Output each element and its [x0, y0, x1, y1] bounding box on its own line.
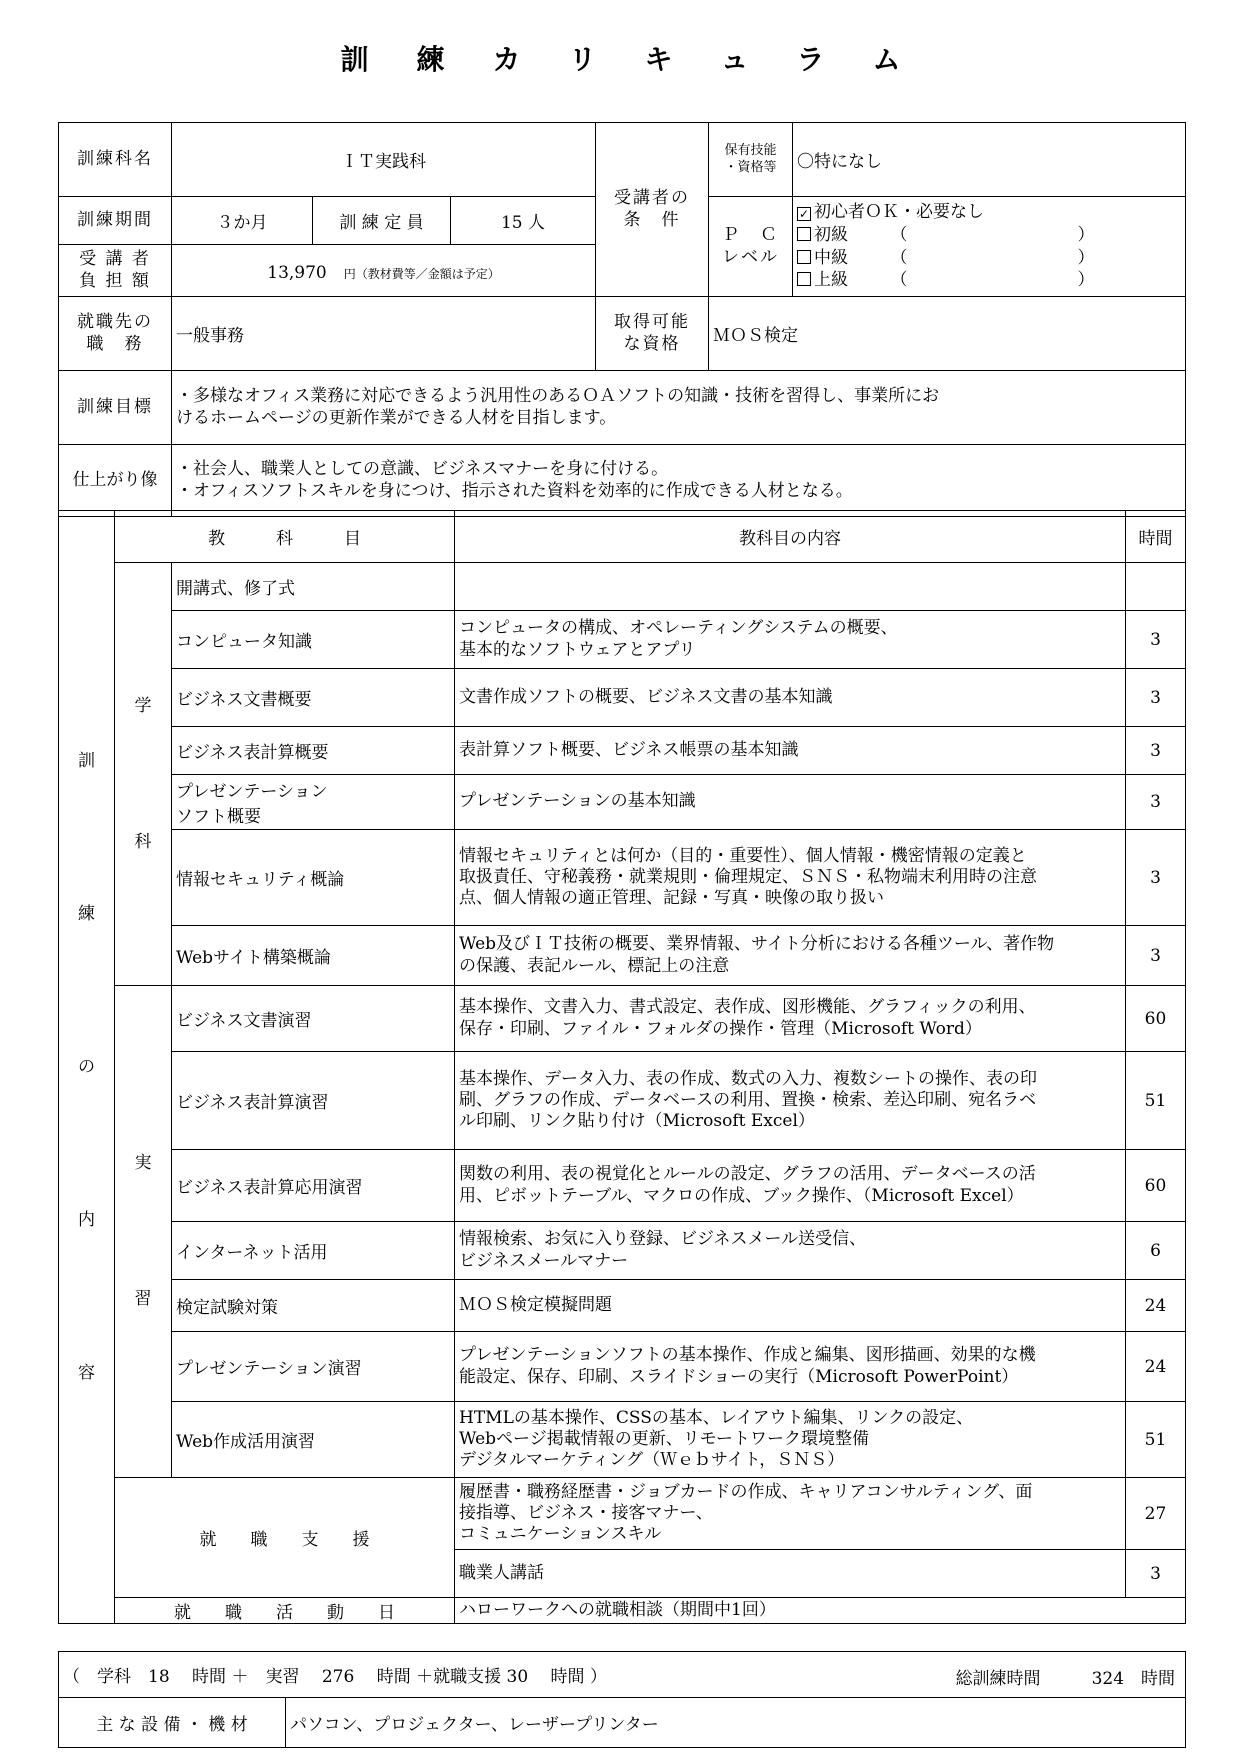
title-char: キ — [644, 43, 673, 76]
totals-breakdown: （ 学科 18 時間 ＋ 実習 276 時間 ＋就職支援 30 時間 ） — [63, 1667, 607, 1687]
job-label: 就職先の 職 務 — [59, 297, 172, 371]
title-char: ュ — [720, 43, 749, 76]
content-cell: 表計算ソフト概要、ビジネス帳票の基本知識 — [455, 727, 1126, 775]
hours-cell: 3 — [1126, 830, 1186, 926]
pc-level-option: 初級 （ ） — [797, 224, 1181, 247]
content-cell: HTMLの基本操作、CSSの基本、レイアウト編集、リンクの設定、 Webページ掲載情報の更新、リモートワーク環境整備 デジタルマーケティング（Ｗｅｂサイト，ＳＮＳ） — [455, 1402, 1126, 1478]
table-row — [59, 727, 1186, 775]
content-cell: プレゼンテーションソフトの基本操作、作成と編集、図形描画、効果的な機 能設定、保存、印刷、スライドショーの実行（Microsoft PowerPoint） — [455, 1332, 1126, 1402]
hours-cell: 60 — [1126, 986, 1186, 1052]
skills-value: 〇特になし — [793, 123, 1186, 197]
hours-cell: 51 — [1126, 1402, 1186, 1478]
checkbox-checked-icon: ✓ — [798, 206, 810, 221]
pc-level-option: 中級 （ ） — [797, 247, 1181, 270]
hours-cell: 3 — [1126, 926, 1186, 986]
content-cell — [455, 563, 1126, 611]
table-row — [59, 1478, 1186, 1550]
goal-label: 訓練目標 — [59, 371, 172, 445]
subject-cell: 開講式、修了式 — [172, 563, 455, 611]
table-row — [59, 986, 1186, 1052]
hours-cell: 60 — [1126, 1150, 1186, 1222]
subject-cell: 情報セキュリティ概論 — [172, 830, 455, 926]
activity-value: ハローワークへの就職相談（期間中1回） — [455, 1598, 1186, 1624]
content-cell: Web及びＩＴ技術の概要、業界情報、サイト分析における各種ツール、著作物 の保護、表記ルール、標記上の注意 — [455, 926, 1126, 986]
hours-cell — [1126, 563, 1186, 611]
total-hours: 総訓練時間 324 時間 — [955, 1669, 1176, 1689]
table-row — [59, 611, 1186, 669]
pc-level-label: Ｐ Ｃ レベル — [709, 197, 793, 297]
hours-cell: 51 — [1126, 1052, 1186, 1150]
table-row — [59, 1222, 1186, 1280]
image-value: ・社会人、職業人としての意識、ビジネスマナーを身に付ける。 ・オフィスソフトスキルを身につけ、指示された資料を効率的に作成できる人材となる。 — [172, 445, 1186, 517]
table-row — [59, 830, 1186, 926]
hours-cell: 24 — [1126, 1280, 1186, 1332]
checkbox-icon — [797, 272, 811, 286]
content-cell: 文書作成ソフトの概要、ビジネス文書の基本知識 — [455, 669, 1126, 727]
hours-column-header: 時間 — [1126, 511, 1186, 563]
content-cell: ＭＯＳ検定模擬問題 — [455, 1280, 1126, 1332]
table-row — [59, 1150, 1186, 1222]
content-cell: 履歴書・職務経歴書・ジョブカードの作成、キャリアコンサルティング、面 接指導、ビジネス・接客マナー、 コミュニケーションスキル — [455, 1478, 1126, 1550]
cert-value: ＭＯＳ検定 — [709, 297, 1186, 371]
skills-label: 保有技能 ・資格等 — [709, 123, 793, 197]
subject-cell: ビジネス表計算応用演習 — [172, 1150, 455, 1222]
fee-label: 受 講 者 負 担 額 — [59, 245, 172, 297]
hours-cell: 3 — [1126, 775, 1186, 830]
table-row — [59, 1052, 1186, 1150]
support-label: 就 職 支 援 — [115, 1478, 455, 1598]
subject-cell: ビジネス表計算概要 — [172, 727, 455, 775]
capacity-value: 15 人 — [451, 197, 596, 245]
content-cell: 基本操作、データ入力、表の作成、数式の入力、複数シートの操作、表の印 刷、グラフの作成、データベースの利用、置換・検索、差込印刷、宛名ラベ ル印刷、リンク貼り付け（Microsoft Excel） — [455, 1052, 1126, 1150]
title-char: 訓 — [340, 43, 369, 76]
conditions-label: 受講者の 条 件 — [596, 123, 709, 297]
page-title — [0, 38, 1241, 78]
title-char: カ — [492, 43, 521, 76]
job-value: 一般事務 — [172, 297, 596, 371]
activity-label: 就 職 活 動 日 — [115, 1598, 455, 1624]
gakka-group-label: 学 科 — [115, 563, 172, 986]
equipment-value: パソコン、プロジェクター、レーザープリンター — [286, 1698, 1186, 1748]
hours-cell: 3 — [1126, 669, 1186, 727]
table-row — [59, 775, 1186, 830]
hours-cell: 6 — [1126, 1222, 1186, 1280]
table-row — [59, 1402, 1186, 1478]
checkbox-icon — [797, 227, 811, 241]
content-cell: プレゼンテーションの基本知識 — [455, 775, 1126, 830]
totals-row — [59, 1652, 1186, 1698]
capacity-label: 訓 練 定 員 — [313, 197, 451, 245]
cert-label: 取得可能 な資格 — [596, 297, 709, 371]
table-row — [59, 1598, 1186, 1624]
hours-cell: 27 — [1126, 1478, 1186, 1550]
hours-cell: 3 — [1126, 1550, 1186, 1598]
fee-value: 13,970 円（教材費等／金額は予定） — [172, 245, 596, 297]
subject-column-header: 教 科 目 — [115, 511, 455, 563]
table-row — [59, 563, 1186, 611]
subject-cell: プレゼンテーション演習 — [172, 1332, 455, 1402]
jisshu-group-label: 実 習 — [115, 986, 172, 1478]
hours-cell: 24 — [1126, 1332, 1186, 1402]
table-row — [59, 1332, 1186, 1402]
content-cell: 職業人講話 — [455, 1550, 1126, 1598]
hours-cell: 3 — [1126, 611, 1186, 669]
pc-level-list — [793, 197, 1186, 297]
course-info-table — [58, 122, 1186, 517]
subject-cell: プレゼンテーション ソフト概要 — [172, 775, 455, 830]
course-name: ＩＴ実践科 — [172, 123, 596, 197]
goal-value: ・多様なオフィス業務に対応できるよう汎用性のあるＯＡソフトの知識・技術を習得し、事業所にお けるホームページの更新作業ができる人材を目指します。 — [172, 371, 1186, 445]
table-row — [59, 669, 1186, 727]
content-cell: 関数の利用、表の視覚化とルールの設定、グラフの活用、データベースの活 用、ピボットテーブル、マクロの作成、ブック操作、（Microsoft Excel） — [455, 1150, 1126, 1222]
totals-table — [58, 1651, 1186, 1748]
content-column-header: 教科目の内容 — [455, 511, 1126, 563]
title-char: リ — [568, 43, 597, 76]
course-name-label: 訓練科名 — [59, 123, 172, 197]
hours-cell: 3 — [1126, 727, 1186, 775]
content-cell: 基本操作、文書入力、書式設定、表作成、図形機能、グラフィックの利用、 保存・印刷、ファイル・フォルダの操作・管理（Microsoft Word） — [455, 986, 1126, 1052]
content-cell: 情報セキュリティとは何か（目的・重要性）、個人情報・機密情報の定義と 取扱責任、守秘義務・就業規則・倫理規定、ＳＮＳ・私物端末利用時の注意 点、個人情報の適正管理、記録・写真・映像の取り扱い — [455, 830, 1126, 926]
period-label: 訓練期間 — [59, 197, 172, 245]
title-char: 練 — [416, 43, 445, 76]
title-char: ム — [872, 43, 901, 76]
equipment-label: 主 な 設 備 ・ 機 材 — [59, 1698, 286, 1748]
curriculum-section-label: 訓 練 の 内 容 — [59, 511, 115, 1624]
image-label: 仕上がり像 — [59, 445, 172, 517]
subject-cell: コンピュータ知識 — [172, 611, 455, 669]
pc-level-option: ✓ 初心者ＯＫ・必要なし — [798, 201, 985, 222]
content-cell: コンピュータの構成、オペレーティングシステムの概要、 基本的なソフトウェアとアプリ — [455, 611, 1126, 669]
checkbox-icon — [797, 250, 811, 264]
table-row — [59, 926, 1186, 986]
subject-cell: Web作成活用演習 — [172, 1402, 455, 1478]
curriculum-table — [58, 510, 1186, 1624]
content-cell: 情報検索、お気に入り登録、ビジネスメール送受信、 ビジネスメールマナー — [455, 1222, 1126, 1280]
subject-cell: ビジネス文書概要 — [172, 669, 455, 727]
subject-cell: 検定試験対策 — [172, 1280, 455, 1332]
subject-cell: インターネット活用 — [172, 1222, 455, 1280]
table-row — [59, 1280, 1186, 1332]
title-char: ラ — [796, 43, 825, 76]
subject-cell: ビジネス文書演習 — [172, 986, 455, 1052]
pc-level-option: 上級 （ ） — [797, 269, 1181, 292]
subject-cell: Webサイト構築概論 — [172, 926, 455, 986]
subject-cell: ビジネス表計算演習 — [172, 1052, 455, 1150]
period-value: ３か月 — [172, 197, 313, 245]
